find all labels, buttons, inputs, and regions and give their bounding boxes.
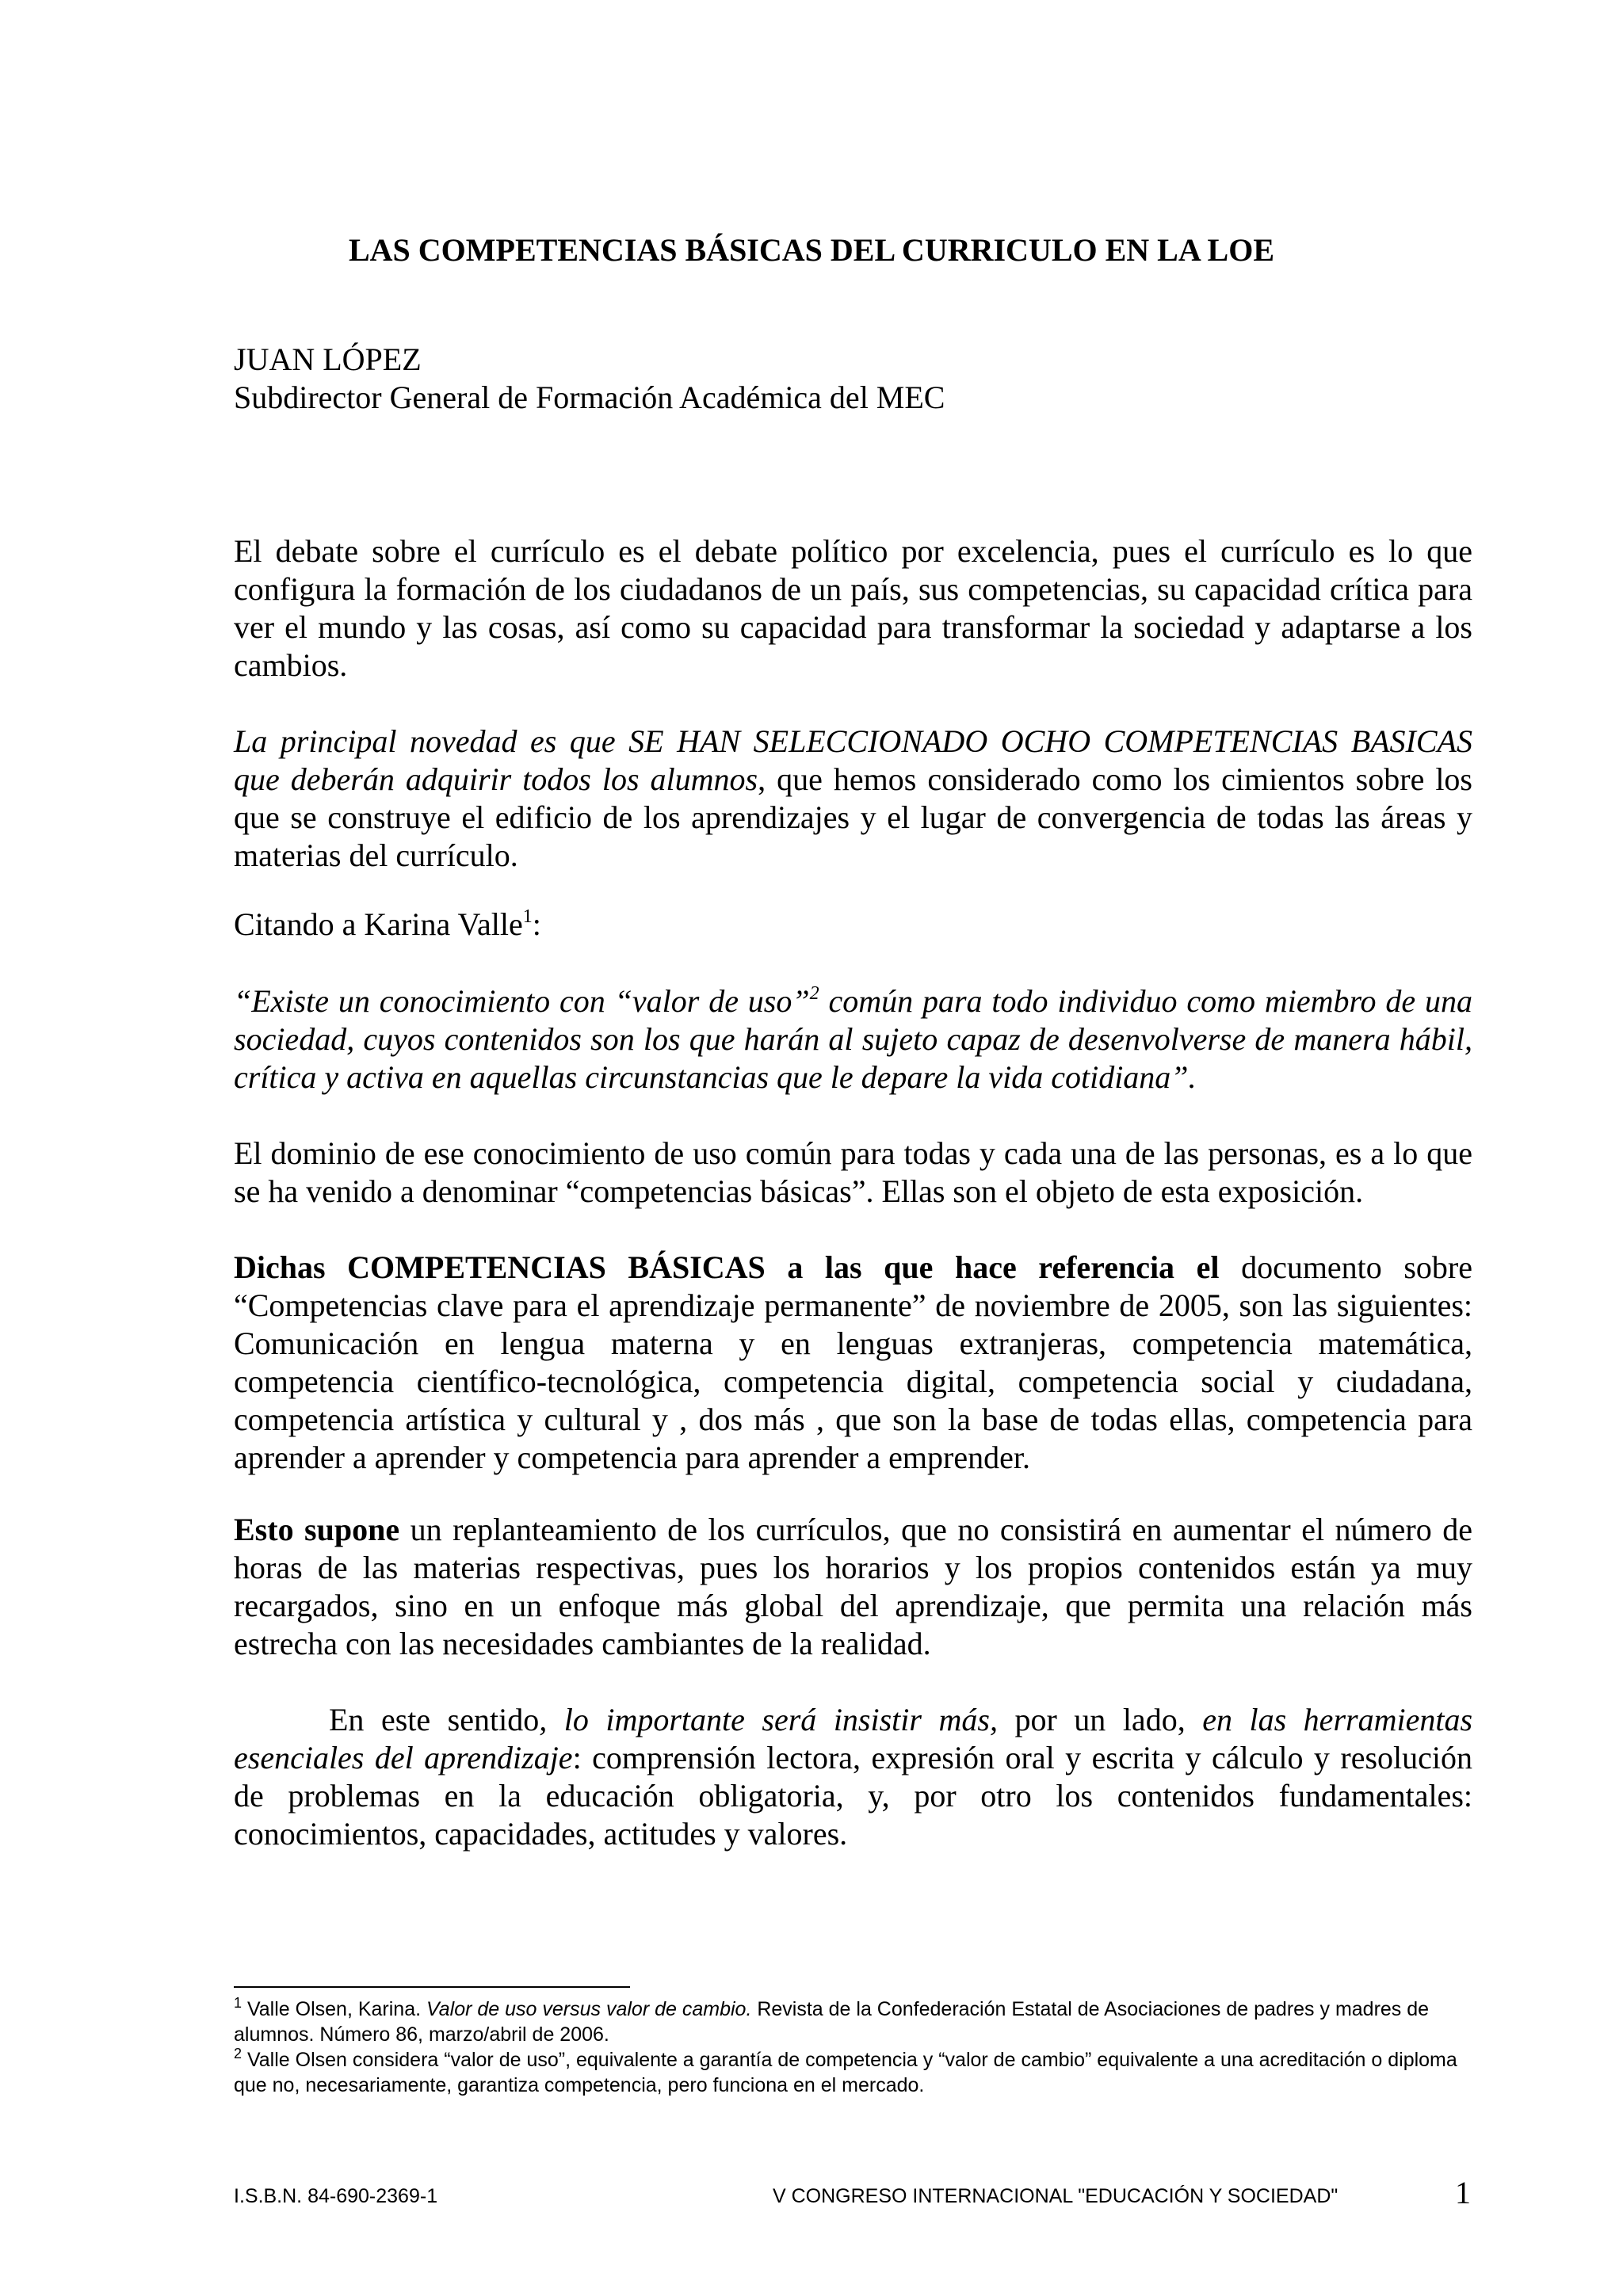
footnote-2 bbox=[234, 2047, 1472, 2098]
paragraph-2-text: , que hemos considerado como los cimientos sobre los que se construye el edificio de los aprendizajes y el lugar de convergencia de todas las áreas y materias del currículo. bbox=[234, 761, 1473, 873]
footnote-1-source: Revista de la Confederación Estatal de Asociaciones de padres y madres de alumnos. Número 86, marzo/abril de 2006. bbox=[234, 1998, 1430, 2046]
paragraph-2-italic: La principal novedad es que SE HAN SELECCIONADO OCHO COMPETENCIAS BASICAS que deberán adquirir todos los alumnos bbox=[234, 723, 1472, 797]
paragraph-3-text: Citando a Karina Valle bbox=[234, 906, 523, 942]
footer-congress: V CONGRESO INTERNACIONAL "EDUCACIÓN Y SOCIEDAD" bbox=[773, 2185, 1338, 2207]
author-position: Subdirector General de Formación Académica del MEC bbox=[234, 379, 945, 415]
paragraph-5 bbox=[234, 1135, 1472, 1211]
page-number: 1 bbox=[1455, 2175, 1471, 2210]
footnote-2-number: 2 bbox=[234, 2046, 242, 2061]
footnote-1-number: 1 bbox=[234, 1995, 242, 2011]
paragraph-6 bbox=[234, 1249, 1472, 1477]
paragraph-5-text: El dominio de ese conocimiento de uso común para todas y cada una de las personas, es a lo que se ha venido a denominar “competencias básicas”. Ellas son el objeto de esta exposición. bbox=[234, 1135, 1472, 1209]
footnote-1-author: Valle Olsen, Karina. bbox=[242, 1998, 426, 2020]
document-title: LAS COMPETENCIAS BÁSICAS DEL CURRICULO EN LA LOE bbox=[348, 232, 1275, 268]
author-name: JUAN LÓPEZ bbox=[234, 341, 422, 377]
paragraph-7-text: un replanteamiento de los currículos, que no consistirá en aumentar el número de horas de las materias respectivas, pues los horarios y los propios contenidos están ya muy recargados, sino en un enfoque más global del aprendizaje, que permita una relación más estrecha con las necesidades cambiantes de la realidad. bbox=[234, 1512, 1472, 1661]
paragraph-6-bold: Dichas COMPETENCIAS BÁSICAS a las que hace referencia el bbox=[234, 1249, 1220, 1285]
footnote-1-title: Valor de uso versus valor de cambio. bbox=[426, 1998, 752, 2020]
paragraph-3-colon: : bbox=[532, 906, 541, 942]
paragraph-3 bbox=[234, 906, 1472, 944]
footnote-1 bbox=[234, 1997, 1472, 2047]
footnotes bbox=[234, 1997, 1472, 2098]
quote-paragraph bbox=[234, 982, 1472, 1097]
paragraph-6-text: documento sobre “Competencias clave para el aprendizaje permanente” de noviembre de 2005, son las siguientes: Comunicación en lengua materna y en lenguas extranjeras, competencia matemática, competencia científico-tecnológica, competencia digital, competencia social y ciudadana, competencia artística y cultural y , dos más , que son la base de todas ellas, competencia para aprender a aprender y competencia para aprender a emprender. bbox=[234, 1249, 1473, 1475]
quote-part-2: común para todo individuo como miembro de una sociedad, cuyos contenidos son los que harán al sujeto capaz de desenvolverse de manera hábil, crítica y activa en aquellas circunstancias que le depare la vida cotidiana”. bbox=[234, 983, 1473, 1095]
paragraph-8-a: En este sentido bbox=[329, 1702, 540, 1737]
footnote-ref-1[interactable]: 1 bbox=[522, 906, 533, 927]
paragraph-8-italic-2: en las herramientas esenciales del aprendizaje bbox=[234, 1702, 1473, 1775]
paragraph-8 bbox=[234, 1701, 1472, 1853]
paragraph-8-c: por un lado, bbox=[997, 1702, 1203, 1737]
paragraph-1 bbox=[234, 532, 1472, 685]
footer-isbn: I.S.B.N. 84-690-2369-1 bbox=[234, 2185, 438, 2207]
author-block bbox=[234, 341, 945, 417]
paragraph-8-italic-1: , lo importante será insistir más, bbox=[539, 1702, 998, 1737]
paragraph-7 bbox=[234, 1511, 1472, 1663]
paragraph-8-e: : comprensión lectora, expresión oral y escrita y cálculo y resolución de problemas en la educación obligatoria, y, por otro los contenidos fundamentales: conocimientos, capacidades, actitudes y valores. bbox=[234, 1740, 1473, 1852]
paragraph-2 bbox=[234, 723, 1472, 875]
footnote-2-text: Valle Olsen considera “valor de uso”, equivalente a garantía de competencia y “valor de cambio” equivalente a una acreditación o diploma que no, necesariamente, garantiza competencia, pero funciona en el mercado. bbox=[234, 2049, 1457, 2096]
quote-part-1: “Existe un conocimiento con “valor de uso” bbox=[234, 983, 810, 1019]
footnote-separator bbox=[234, 1986, 630, 1988]
paragraph-7-bold: Esto supone bbox=[234, 1512, 400, 1547]
paragraph-1-text: El debate sobre el currículo es el debate político por excelencia, pues el currículo es lo que configura la formación de los ciudadanos de un país, sus competencias, su capacidad crítica para ver el mundo y las cosas, así como su capacidad para transformar la sociedad y adaptarse a los cambios. bbox=[234, 533, 1472, 683]
footnote-ref-2[interactable]: 2 bbox=[809, 983, 819, 1004]
